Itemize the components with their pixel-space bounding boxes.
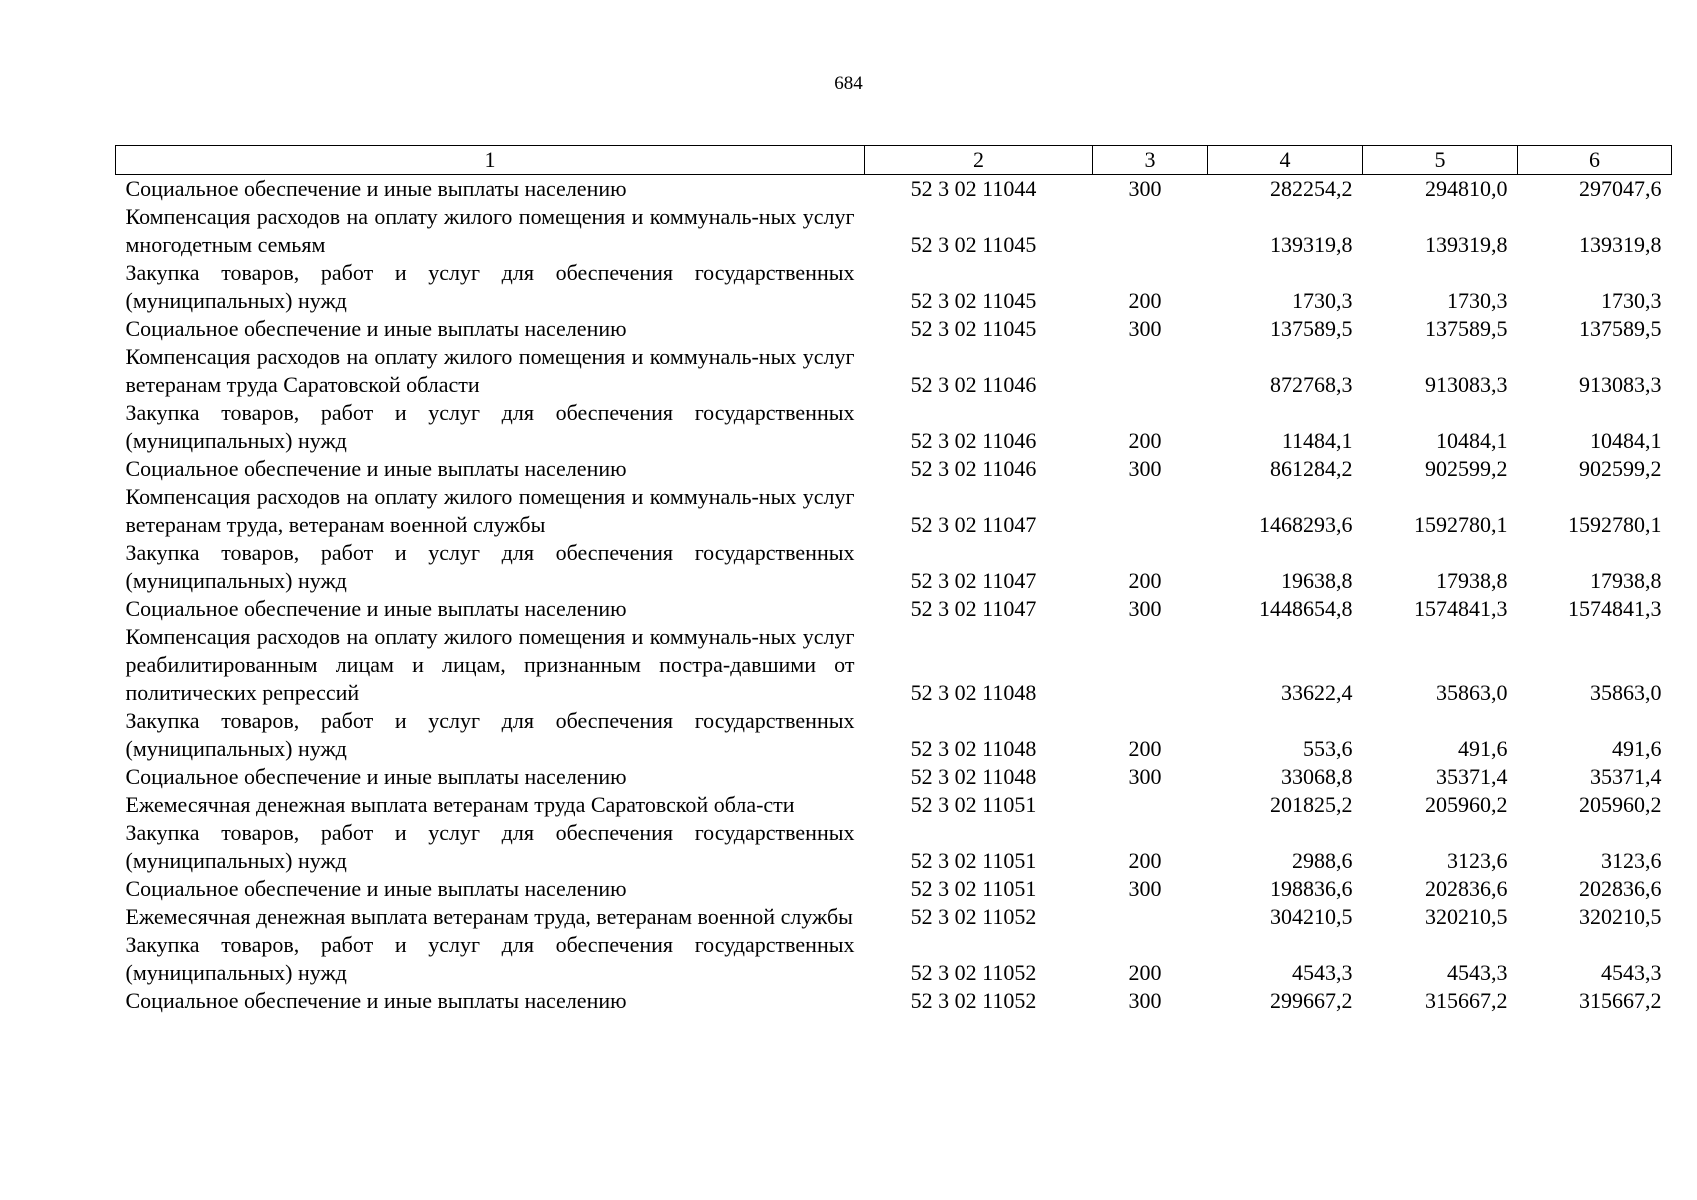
row-name: Ежемесячная денежная выплата ветеранам труда, ветеранам военной службы (125, 904, 853, 929)
row-name: Закупка товаров, работ и услуг для обеспечения государственных (муниципальных) нужд (125, 400, 855, 453)
row-name: Социальное обеспечение и иные выплаты населению (125, 764, 627, 789)
row-value-col5: 205960,2 (1425, 792, 1508, 817)
header-row (116, 146, 1672, 175)
row-expense-type (1093, 903, 1208, 931)
row-value-col5: 1592780,1 (1414, 512, 1508, 537)
row-value-col4: 139319,8 (1270, 232, 1353, 257)
table-row (116, 315, 1672, 343)
row-expense-type: 300 (1128, 456, 1162, 481)
row-name: Социальное обеспечение и иные выплаты населению (125, 456, 627, 481)
row-value-col6: 35371,4 (1590, 764, 1662, 789)
row-name: Закупка товаров, работ и услуг для обеспечения государственных (муниципальных) нужд (125, 932, 855, 985)
row-code: 52 3 02 11051 (910, 848, 1037, 873)
row-expense-type (1093, 343, 1208, 399)
row-value-col5: 315667,2 (1425, 988, 1508, 1013)
row-expense-type (1093, 623, 1208, 707)
table-row (116, 707, 1672, 763)
table-body (116, 175, 1672, 1016)
row-name: Закупка товаров, работ и услуг для обеспечения государственных (муниципальных) нужд (125, 540, 855, 593)
row-expense-type: 300 (1128, 316, 1162, 341)
row-code: 52 3 02 11046 (910, 428, 1037, 453)
row-value-col6: 139319,8 (1579, 232, 1662, 257)
row-value-col4: 4543,3 (1292, 960, 1353, 985)
row-value-col6: 320210,5 (1579, 904, 1662, 929)
row-code: 52 3 02 11047 (910, 596, 1037, 621)
row-value-col4: 282254,2 (1270, 176, 1353, 201)
row-value-col6: 297047,6 (1579, 176, 1662, 201)
row-value-col6: 491,6 (1612, 736, 1662, 761)
row-name: Социальное обеспечение и иные выплаты населению (125, 316, 627, 341)
row-name: Социальное обеспечение и иные выплаты населению (125, 988, 627, 1013)
row-value-col5: 1574841,3 (1414, 596, 1508, 621)
row-code: 52 3 02 11044 (910, 176, 1037, 201)
table-row (116, 763, 1672, 791)
budget-table (115, 145, 1672, 1015)
column-header-1: 1 (116, 146, 865, 175)
row-code: 52 3 02 11048 (910, 764, 1037, 789)
row-code: 52 3 02 11051 (910, 876, 1037, 901)
row-value-col6: 315667,2 (1579, 988, 1662, 1013)
row-value-col6: 205960,2 (1579, 792, 1662, 817)
row-value-col5: 1730,3 (1447, 288, 1508, 313)
row-value-col4: 1730,3 (1292, 288, 1353, 313)
row-expense-type: 300 (1128, 596, 1162, 621)
row-value-col4: 33068,8 (1281, 764, 1353, 789)
row-expense-type: 200 (1128, 428, 1162, 453)
row-code: 52 3 02 11051 (910, 792, 1037, 817)
row-code: 52 3 02 11048 (910, 680, 1037, 705)
row-value-col5: 491,6 (1458, 736, 1508, 761)
row-code: 52 3 02 11045 (910, 288, 1037, 313)
row-value-col6: 137589,5 (1579, 316, 1662, 341)
table-row (116, 175, 1672, 204)
row-value-col6: 1730,3 (1601, 288, 1662, 313)
column-header-2: 2 (865, 146, 1093, 175)
row-value-col4: 299667,2 (1270, 988, 1353, 1013)
row-value-col4: 1448654,8 (1259, 596, 1353, 621)
column-header-6: 6 (1518, 146, 1672, 175)
table-row (116, 539, 1672, 595)
row-name: Компенсация расходов на оплату жилого помещения и коммуналь-ных услуг многодетным семьям (125, 204, 855, 257)
row-expense-type: 200 (1128, 568, 1162, 593)
row-value-col5: 35863,0 (1436, 680, 1508, 705)
row-value-col4: 19638,8 (1281, 568, 1353, 593)
row-value-col6: 10484,1 (1590, 428, 1662, 453)
row-code: 52 3 02 11052 (910, 960, 1037, 985)
row-code: 52 3 02 11046 (910, 372, 1037, 397)
table-row (116, 875, 1672, 903)
row-value-col6: 4543,3 (1601, 960, 1662, 985)
row-value-col6: 1592780,1 (1568, 512, 1662, 537)
row-name: Компенсация расходов на оплату жилого помещения и коммуналь-ных услуг ветеранам труда, ветеранам военной службы (125, 484, 855, 537)
row-value-col5: 202836,6 (1425, 876, 1508, 901)
table-row (116, 343, 1672, 399)
row-code: 52 3 02 11047 (910, 568, 1037, 593)
row-name: Компенсация расходов на оплату жилого помещения и коммуналь-ных услуг ветеранам труда Саратовской области (125, 344, 855, 397)
row-value-col5: 10484,1 (1436, 428, 1508, 453)
table-row (116, 987, 1672, 1015)
row-code: 52 3 02 11052 (910, 904, 1037, 929)
row-code: 52 3 02 11048 (910, 736, 1037, 761)
row-expense-type: 200 (1128, 848, 1162, 873)
row-name: Социальное обеспечение и иные выплаты населению (125, 596, 627, 621)
row-value-col4: 33622,4 (1281, 680, 1353, 705)
row-value-col4: 553,6 (1303, 736, 1353, 761)
column-header-3: 3 (1093, 146, 1208, 175)
row-value-col5: 3123,6 (1447, 848, 1508, 873)
row-value-col6: 913083,3 (1579, 372, 1662, 397)
table-row (116, 931, 1672, 987)
column-header-5: 5 (1363, 146, 1518, 175)
table-row (116, 623, 1672, 707)
row-value-col4: 11484,1 (1281, 428, 1353, 453)
row-value-col4: 137589,5 (1270, 316, 1353, 341)
row-value-col6: 17938,8 (1590, 568, 1662, 593)
column-header-4: 4 (1208, 146, 1363, 175)
row-value-col5: 35371,4 (1436, 764, 1508, 789)
table-row (116, 595, 1672, 623)
row-expense-type: 300 (1128, 764, 1162, 789)
row-code: 52 3 02 11045 (910, 316, 1037, 341)
row-value-col4: 1468293,6 (1259, 512, 1353, 537)
row-value-col4: 304210,5 (1270, 904, 1353, 929)
table-row (116, 819, 1672, 875)
row-name: Закупка товаров, работ и услуг для обеспечения государственных (муниципальных) нужд (125, 708, 855, 761)
page-number: 684 (834, 73, 863, 94)
row-expense-type: 300 (1128, 988, 1162, 1013)
row-expense-type (1093, 791, 1208, 819)
row-value-col6: 1574841,3 (1568, 596, 1662, 621)
table-row (116, 903, 1672, 931)
table-row (116, 455, 1672, 483)
table-row (116, 791, 1672, 819)
row-expense-type: 200 (1128, 288, 1162, 313)
row-expense-type (1093, 203, 1208, 259)
row-expense-type: 300 (1128, 176, 1162, 201)
row-value-col4: 861284,2 (1270, 456, 1353, 481)
row-value-col4: 198836,6 (1270, 876, 1353, 901)
row-code: 52 3 02 11052 (910, 988, 1037, 1013)
row-value-col5: 137589,5 (1425, 316, 1508, 341)
table-row (116, 203, 1672, 259)
row-code: 52 3 02 11046 (910, 456, 1037, 481)
row-value-col5: 139319,8 (1425, 232, 1508, 257)
table-header (116, 146, 1672, 175)
row-expense-type: 300 (1128, 876, 1162, 901)
row-value-col5: 913083,3 (1425, 372, 1508, 397)
row-expense-type: 200 (1128, 960, 1162, 985)
row-code: 52 3 02 11047 (910, 512, 1037, 537)
table-row (116, 259, 1672, 315)
row-value-col5: 4543,3 (1447, 960, 1508, 985)
row-value-col5: 294810,0 (1425, 176, 1508, 201)
row-expense-type (1093, 483, 1208, 539)
row-value-col6: 35863,0 (1590, 680, 1662, 705)
row-code: 52 3 02 11045 (910, 232, 1037, 257)
row-value-col6: 202836,6 (1579, 876, 1662, 901)
row-value-col5: 17938,8 (1436, 568, 1508, 593)
row-name: Социальное обеспечение и иные выплаты населению (125, 176, 627, 201)
table-row (116, 399, 1672, 455)
row-value-col4: 872768,3 (1270, 372, 1353, 397)
row-name: Компенсация расходов на оплату жилого помещения и коммуналь-ных услуг реабилитированным лицам и лицам, признанным постра-давшими от политических репрессий (125, 624, 855, 705)
row-expense-type: 200 (1128, 736, 1162, 761)
row-name: Ежемесячная денежная выплата ветеранам труда Саратовской обла-сти (125, 792, 795, 817)
row-value-col6: 902599,2 (1579, 456, 1662, 481)
row-value-col6: 3123,6 (1601, 848, 1662, 873)
row-name: Социальное обеспечение и иные выплаты населению (125, 876, 627, 901)
row-value-col5: 320210,5 (1425, 904, 1508, 929)
table-row (116, 483, 1672, 539)
row-name: Закупка товаров, работ и услуг для обеспечения государственных (муниципальных) нужд (125, 260, 855, 313)
row-value-col5: 902599,2 (1425, 456, 1508, 481)
row-name: Закупка товаров, работ и услуг для обеспечения государственных (муниципальных) нужд (125, 820, 855, 873)
row-value-col4: 2988,6 (1292, 848, 1353, 873)
row-value-col4: 201825,2 (1270, 792, 1353, 817)
